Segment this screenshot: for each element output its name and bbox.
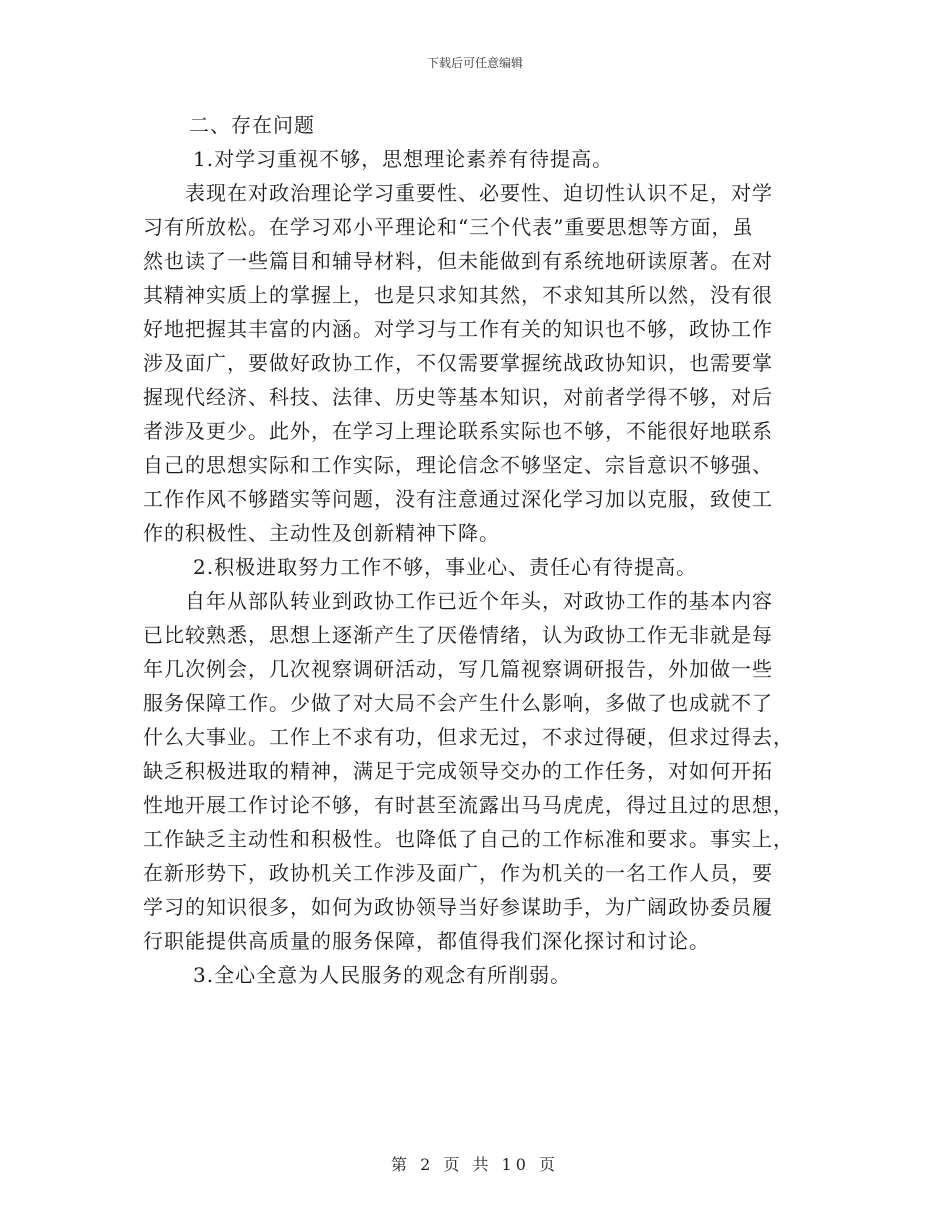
paragraph-line: 服务保障工作。少做了对大局不会产生什么影响，多做了也成就不了 [143,691,773,715]
paragraph-1 [143,176,808,550]
paragraph-line: 性地开展工作讨论不够，有时甚至流露出马马虎虎，得过且过的思想， [143,793,794,817]
paragraph-line: 握现代经济、科技、法律、历史等基本知识，对前者学得不够，对后 [143,385,773,409]
paragraph-line: 已比较熟悉，思想上逐渐产生了厌倦情绪，认为政协工作无非就是每 [143,623,773,647]
paragraph-line: 学习的知识很多，如何为政协领导当好参谋助手，为广阔政协委员履 [143,895,773,919]
paragraph-line: 然也读了一些篇目和辅导材料，但未能做到有系统地研读原著。在对 [143,249,773,273]
paragraph-line: 表现在对政治理论学习重要性、必要性、迫切性认识不足，对学 [185,181,773,205]
section-title: 二、存在问题 [189,113,315,137]
paragraph-line: 工作缺乏主动性和积极性。也降低了自己的工作标准和要求。事实上， [143,827,794,851]
item-1-heading: 1.对学习重视不够，思想理论素养有待提高。 [193,147,614,171]
paragraph-line: 工作作风不够踏实等问题，没有注意通过深化学习加以克服，致使工 [143,487,773,511]
paragraph-line: 其精神实质上的掌握上，也是只求知其然，不求知其所以然，没有很 [143,283,773,307]
item-3-heading: 3.全心全意为人民服务的观念有所削弱。 [193,963,572,987]
paragraph-line: 在新形势下，政协机关工作涉及面广，作为机关的一名工作人员，要 [143,861,773,885]
paragraph-line: 涉及面广，要做好政协工作，不仅需要掌握统战政协知识，也需要掌 [143,351,773,375]
paragraph-2 [143,584,808,958]
item-2-heading: 2.积极进取努力工作不够，事业心、责任心有待提高。 [193,555,698,579]
page-footer: 第 2 页 共 10 页 [391,1155,559,1174]
paragraph-line: 作的积极性、主动性及创新精神下降。 [143,521,500,545]
document-body [143,108,808,992]
paragraph-line: 行职能提供高质量的服务保障，都值得我们深化探讨和讨论。 [143,929,710,953]
paragraph-line: 者涉及更少。此外，在学习上理论联系实际也不够，不能很好地联系 [143,419,773,443]
paragraph-line: 缺乏积极进取的精神，满足于完成领导交办的工作任务，对如何开拓 [143,759,773,783]
paragraph-line: 自己的思想实际和工作实际，理论信念不够坚定、宗旨意识不够强、 [143,453,773,477]
page-header: 下载后可任意编辑 [426,56,523,70]
paragraph-line: 习有所放松。在学习邓小平理论和“三个代表”重要思想等方面，虽 [143,215,754,239]
paragraph-line: 好地把握其丰富的内涵。对学习与工作有关的知识也不够，政协工作 [143,317,773,341]
paragraph-line: 年几次例会，几次视察调研活动，写几篇视察调研报告，外加做一些 [143,657,773,681]
paragraph-line: 什么大事业。工作上不求有功，但求无过，不求过得硬，但求过得去， [143,725,794,749]
paragraph-line: 自年从部队转业到政协工作已近个年头，对政协工作的基本内容 [185,589,773,613]
